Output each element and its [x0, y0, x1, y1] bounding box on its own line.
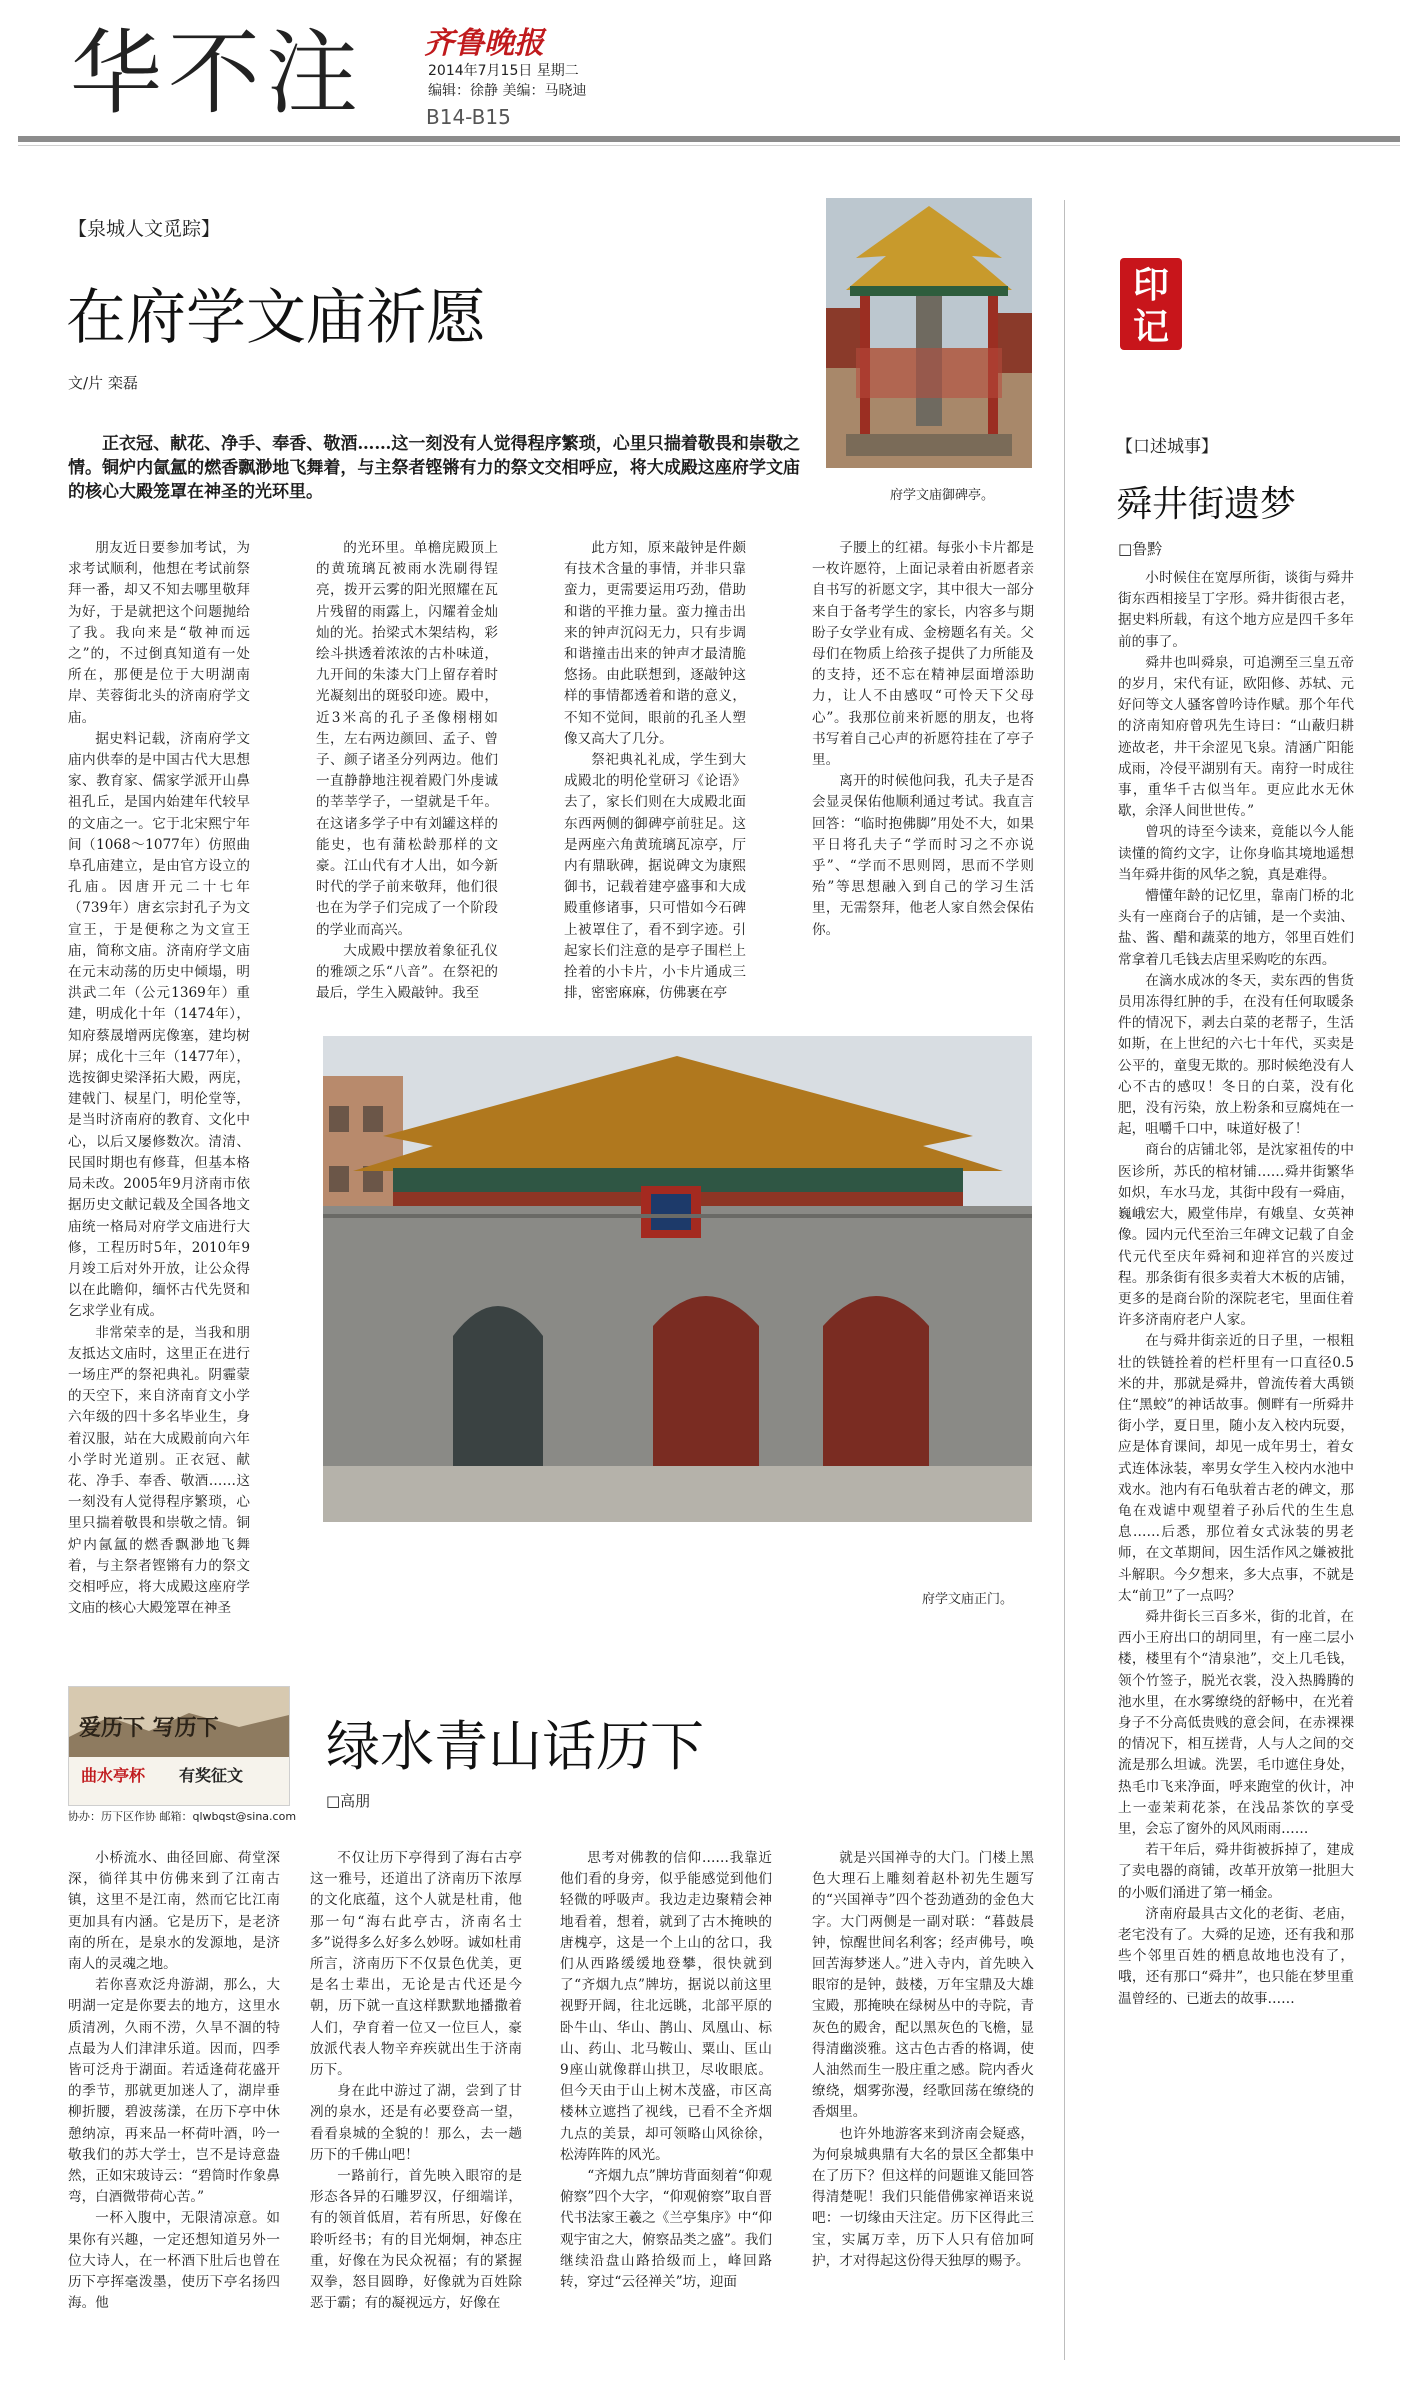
sidebar-column: [1118, 568, 1354, 2318]
byline: □高朋: [326, 1792, 371, 1810]
paragraph: 舜井街长三百多米，街的北首，在西小王府出口的胡同里，有一座二层小楼，楼里有个“清泉池”，交上几毛钱，领个竹签子，脱光衣裳，没入热腾腾的池水里，在水雾缭绕的舒畅中，在光着身子不分高低贵贱的意会间，在赤裸裸的情况下，相互搓背，人与人之间的交流是那么坦诚。洗罢，毛巾遮住身处，热毛巾飞来净面，呼来跑堂的伙计，冲上一壶茉莉花茶，在浅品茶饮的享受里，会忘了窗外的风风雨雨……: [1118, 1608, 1354, 1837]
promo-contact: 协办：历下区作协 邮箱：qlwbqst@sina.com: [68, 1810, 297, 1823]
paragraph: 小时候住在宽厚所街，谈街与舜井街东西相接呈丁字形。舜井街很古老，据史料所载，有这个地方应是四千多年前的事了。: [1118, 570, 1354, 650]
article-column-2: [316, 538, 498, 1018]
byline: □鲁黔: [1118, 540, 1163, 558]
section-label: 【泉城人文觅踪】: [68, 218, 221, 240]
page-numbers: B14-B15: [426, 105, 511, 129]
paragraph: 离开的时候他问我，孔夫子是否会显灵保佑他顺利通过考试。我直言回答：“临时抱佛脚”用处不大，如果平日将孔夫子“学而时习之不亦说乎”、“学而不思则罔，思而不学则殆”等思想融入到自己的学习生活里，无需祭拜，他老人家自然会保佑你。: [812, 773, 1034, 938]
paragraph: 曾巩的诗至今读来，竟能以今人能读懂的简约文字，让你身临其境地遥想当年舜井街的风华之貌，真是难得。: [1118, 824, 1354, 883]
byline: 文/片 栾磊: [68, 374, 138, 392]
paragraph: 一杯入腹中，无限清凉意。如果你有兴趣，一定还想知道另外一位大诗人，在一杯酒下肚后也曾在历下亭挥毫泼墨，使历下亭名扬四海。他: [68, 2210, 280, 2312]
paragraph: 一路前行，首先映入眼帘的是形态各异的石雕罗汉，仔细端详，有的领首低眉，若有所思，好像在聆听经书；有的目光炯炯，神态庄重，好像在为民众祝福；有的紧握双拳，怒目圆睁，好像就为百姓除恶于霸；有的凝视远方，好像在: [310, 2168, 522, 2312]
paragraph: 懵懂年龄的记忆里，靠南门桥的北头有一座商台子的店铺，是一个卖油、盐、酱、醋和蔬菜的地方，邻里百姓们常拿着几毛钱去店里采购吃的东西。: [1118, 888, 1354, 968]
paragraph: 在滴水成冰的冬天，卖东西的售货员用冻得红肿的手，在没有任何取暖条件的情况下，剥去白菜的老帮子，生活如斯，在上世纪的六七十年代，买卖是公平的，童叟无欺的。那时候绝没有人心不古的感叹！冬日的白菜，没有化肥，没有污染，放上粉条和豆腐炖在一起，咀嚼千口中，味道好极了！: [1118, 972, 1354, 1138]
paragraph: 非常荣幸的是，当我和朋友抵达文庙时，这里正在进行一场庄严的祭祀典礼。阴霾蒙的天空下，来自济南育文小学六年级的四十多名毕业生，身着汉服，站在大成殿前向六年小学时光道别。正衣冠、献花、净手、奉香、敬酒……这一刻没有人觉得程序繁琐，心里只揣着敬畏和崇敬之情。铜炉内氤氲的燃香飘渺地飞舞着，与主祭者铿锵有力的祭文交相呼应，将大成殿这座府学文庙的核心大殿笼罩在神圣: [68, 1324, 250, 1617]
photo-caption: 府学文庙正门。: [922, 1592, 1014, 1607]
paragraph: 的光环里。单檐庑殿顶上的黄琉璃瓦被雨水洗刷得锃亮，拨开云雾的阳光照耀在瓦片残留的雨露上，闪耀着金灿灿的光。抬梁式木架结构，彩绘斗拱透着浓浓的古朴味道，九开间的朱漆大门上留存着时光凝刻出的斑驳印迹。殿中，近3米高的孔子圣像栩栩如生，左右两边颜回、孟子、曾子、颜子诸圣分列两边。他们一直静静地注视着殿门外虔诚的莘莘学子，一望就是千年。在这诸多学子中有刘罐这样的能史，也有蒲松龄那样的文豪。江山代有才人出，如今新时代的学子前来敬拜，他们很也在为学子们完成了一个阶段的学业而高兴。: [316, 540, 498, 938]
temple-gate-photo: [323, 1036, 1032, 1522]
paragraph: 商台的店铺北邻，是沈家祖传的中医诊所，苏氏的棺材铺……舜井街繁华如炽，车水马龙，其街中段有一舜庙，巍峨宏大，殿堂伟岸，有娥皇、女英神像。园内元代至治三年碑文记载了自金代元代至庆年舜祠和迎祥宫的兴废过程。那条街有很多卖着大木板的店铺，更多的是商台阶的深院老宅，里面住着许多济南府老户人家。: [1118, 1142, 1354, 1329]
paragraph: 不仅让历下亭得到了海右古亭这一雅号，还道出了济南历下浓厚的文化底蕴，这个人就是杜甫，他那一句“海右此亭古，济南名士多”说得多么好多么妙呀。诚如杜甫所言，济南历下不仅景色优美，更是名士辈出，无论是古代还是今朝，历下就一直这样默默地播撒着人们，孕育着一位又一位巨人，豪放派代表人物辛弃疾就出生于济南历下。: [310, 1850, 522, 2079]
paragraph: 舜井也叫舜泉，可追溯至三皇五帝的岁月，宋代有证，欧阳修、苏轼、元好问等文人骚客曾吟诗作赋。那个年代的济南知府曾巩先生诗曰：“山蔽归耕迹故老，井干余涩见飞泉。清涵广阳能成雨，冷侵平湖别有天。南狩一时成往事，重华千古似当年。更应此水无休歇，余泽人间世世传。”: [1118, 654, 1354, 820]
header-rule-thin: [18, 145, 1400, 146]
headline: 绿水青山话历下: [326, 1715, 704, 1778]
headline: 在府学文庙祈愿: [66, 283, 486, 353]
article-column-4: [812, 538, 1034, 1018]
paragraph: 身在此中游过了湖，尝到了甘冽的泉水，还是有必要登高一望，看看泉城的全貌的！那么，去一趟历下的千佛山吧！: [310, 2083, 522, 2163]
article-column-3: [564, 538, 746, 1018]
paragraph: 据史料记载，济南府学文庙内供奉的是中国古代大思想家、教育家、儒家学派开山鼻祖孔丘，是国内始建年代较早的文庙之一。它于北宋熙宁年间（1068～1077年）仿照曲阜孔庙建立，是由官方设立的孔庙。因唐开元二十七年（739年）唐玄宗封孔子为文宣王，于是便称之为文宣王庙，简称文庙。济南府学文庙在元末动荡的历史中倾塌，明洪武二年（公元1369年）重建，明成化十年（1474年），知府蔡晟增两庑像塞，建均树屏；成化十三年（1477年），选按御史梁泽拓大殿，两庑，建戟门、棂星门，明伦堂等，是当时济南府的教育、文化中心，以后又屡修数次。清清、民国时期也有修葺，但基本格局未改。2005年9月济南市依据历史文献记载及全国各地文庙统一格局对府学文庙进行大修，工程历时5年，2010年9月竣工后对外开放，让公众得以在此瞻仰，缅怀古代先贤和乞求学业有成。: [68, 730, 250, 1320]
paragraph: 若你喜欢泛舟游湖，那么，大明湖一定是你要去的地方，这里水质清冽，久雨不涝，久旱不涸的特点最为人们津津乐道。因而，四季皆可泛舟于湖面。若适逢荷花盛开的季节，那就更加迷人了，湖岸垂柳折腰，碧波荡漾，在历下亭中休憩纳凉，再来品一杯荷叶酒，吟一敬我们的苏大学士，岂不是诗意盎然，正如宋玻诗云：“碧筒时作象鼻弯，白酒微带荷心苦。”: [68, 1977, 280, 2206]
article2-column-3: [560, 1848, 772, 2360]
issue-date: 2014年7月15日 星期二: [428, 63, 579, 79]
editors-line: 编辑：徐静 美编：马晓迪: [428, 83, 587, 99]
paragraph: 思考对佛教的信仰……我靠近他们看的身旁，似乎能感觉到他们轻微的呼吸声。我边走边聚精会神地看着，想着，就到了古木掩映的唐槐亭，这是一个上山的岔口，我们从西路缓缓地登攀，很快就到了“齐烟九点”牌坊，据说以前这里视野开阔，往北远眺，北部平原的卧牛山、华山、鹊山、凤凰山、标山、药山、北马鞍山、粟山、匡山9座山就像群山拱卫，尽收眼底。但今天由于山上树木茂盛，市区高楼林立遮挡了视线，已看不全齐烟九点的美景，却可领略山风徐徐，松涛阵阵的风光。: [560, 1850, 772, 2163]
paragraph: 朋友近日要参加考试，为求考试顺利，他想在考试前祭拜一番，却又不知去哪里敬拜为好，于是就把这个问题抛给了我。我向来是“敬神而远之”的，不过倒真知道有一处所在，那便是位于大明湖南岸、芙蓉街北头的济南府学文庙。: [68, 540, 250, 726]
promo-contest-name: 曲水亭杯: [81, 1766, 146, 1785]
newspaper-logo: 齐鲁晚报: [424, 26, 544, 61]
lead-paragraph: 正衣冠、献花、净手、奉香、敬酒……这一刻没有人觉得程序繁琐，心里只揣着敬畏和崇敬之情。铜炉内氤氲的燃香飘渺地飞舞着，与主祭者铿锵有力的祭文交相呼应，将大成殿这座府学文庙的核心大殿笼罩在神圣的光环里。: [68, 434, 800, 502]
promo-slogan: 爱历下 写历下: [79, 1715, 219, 1741]
paragraph: 就是兴国禅寺的大门。门楼上黑色大理石上雕刻着赵朴初先生题写的“兴国禅寺”四个苍劲遒劲的金色大字。大门两侧是一副对联：“暮鼓晨钟，惊醒世间名利客；经声佛号，唤回苦海梦迷人。”进入寺内，首先映入眼帘的是钟，鼓楼，万年宝鼎及大雄宝殿，那掩映在绿树丛中的寺院，青灰色的殿舍，配以黑灰色的飞檐，显得清幽淡雅。这古色古香的格调，使人油然而生一股庄重之感。院内香火缭绕，烟雾弥漫，经歌回荡在缭绕的香烟里。: [812, 1850, 1034, 2121]
pavilion-photo: [826, 198, 1032, 468]
sidebar-headline: 舜井街遗梦: [1116, 484, 1297, 525]
paragraph: 济南府最具古文化的老街、老庙，老宅没有了。大舜的足迹，还有我和那些个邻里百姓的栖息故地也没有了，哦，还有那口“舜井”，也只能在梦里重温曾经的、已逝去的故事……: [1118, 1905, 1354, 2007]
photo-caption: 府学文庙御碑亭。: [890, 488, 995, 503]
paragraph: 小桥流水、曲径回廊、荷堂深深，徜徉其中仿佛来到了江南古镇，这里不是江南，然而它比江南更加具有内涵。它是历下，是老济南的所在，是泉水的发源地，是济南人的灵魂之地。: [68, 1850, 280, 1973]
header-rule: [18, 136, 1400, 142]
paragraph: 大成殿中摆放着象征孔仪的雅颂之乐“八音”。在祭祀的最后，学生入殿敲钟。我至: [316, 942, 498, 1002]
article2-column-2: [310, 1848, 522, 2360]
paragraph: 若干年后，舜井街被拆掉了，建成了卖电器的商铺，改革开放第一批胆大的小贩们涌进了第一桶金。: [1118, 1842, 1354, 1901]
column-divider: [1064, 200, 1065, 2360]
section-label: 【口述城事】: [1116, 437, 1218, 457]
masthead: 华不注: [70, 20, 365, 127]
contest-promo-box: [68, 1686, 290, 1806]
article2-column-4: [812, 1848, 1034, 2360]
paragraph: 在与舜井街亲近的日子里，一根粗壮的铁链拴着的栏杆里有一口直径0.5米的井，那就是舜井，曾流传着大禹锁住“黑蛟”的神话故事。侧畔有一所舜井街小学，夏日里，随小友入校内玩耍，应是体育课间，却见一成年男士，着女式连体泳装，率男女学生入校内水池中戏水。池内有石龟驮着古老的碑文，那龟在戏谑中观望着子孙后代的生生息息……后悉，那位着女式泳装的男老师，在文革期间，因生活作风之嫌被批斗解职。今夕想来，多大点事，不就是太“前卫”了一点吗？: [1118, 1333, 1354, 1604]
paragraph: 此方知，原来敲钟是件颇有技术含量的事情，并非只靠蛮力，更需要运用巧劲，借助和谐的平推力量。蛮力撞击出来的钟声沉闷无力，只有步调和谐撞击出来的钟声才最清脆悠扬。由此联想到，逐敲钟这样的事情都透着和谐的意义，不知不觉间，眼前的孔圣人塑像又高大了几分。: [564, 540, 746, 747]
article-column-1: [68, 538, 250, 1617]
article2-column-1: [68, 1848, 280, 2360]
paragraph: 子腰上的红裙。每张小卡片都是一枚许愿符，上面记录着由祈愿者亲自书写的祈愿文字，其中很大一部分来自于备考学生的家长，内容多与期盼子女学业有成、金榜题名有关。父母们在物质上给孩子提供了力所能及的支持，还不忘在精神层面增添助力，让人不由感叹“可怜天下父母心”。我那位前来祈愿的朋友，也将书写着自己心声的祈愿符挂在了亭子里。: [812, 540, 1034, 769]
paragraph: “齐烟九点”牌坊背面刻着“仰观俯察”四个大字，“仰观俯察”取自晋代书法家王羲之《兰亭集序》中“仰观宇宙之大，俯察品类之盛”。我们继续沿盘山路拾级而上，峰回路转，穿过“云径禅关”坊，迎面: [560, 2168, 772, 2291]
paragraph: 也许外地游客来到济南会疑惑，为何泉城典鼎有大名的景区全都集中在了历下？但这样的问题谁又能回答得清楚呢！我们只能借佛家禅语来说吧：一切缘由天注定。历下区得此三宝，实属万幸，历下人只有倍加呵护，才对得起这份得天独厚的赐予。: [812, 2125, 1034, 2269]
stamp-seal: 印记: [1120, 258, 1182, 350]
promo-tag: 有奖征文: [179, 1766, 244, 1785]
paragraph: 祭祀典礼礼成，学生到大成殿北的明伦堂研习《论语》去了，家长们则在大成殿北面东西两侧的御碑亭前驻足。这是两座六角黄琉璃瓦凉亭，厅内有鼎耿碑，据说碑文为康熙御书，记载着建亭盛事和大成殿重修诸事，只可惜如今石碑上被罩住了，看不到字迹。引起家长们注意的是亭子围栏上拴着的小卡片，小卡片通成三排，密密麻麻，仿佛裹在亭: [564, 752, 746, 1002]
